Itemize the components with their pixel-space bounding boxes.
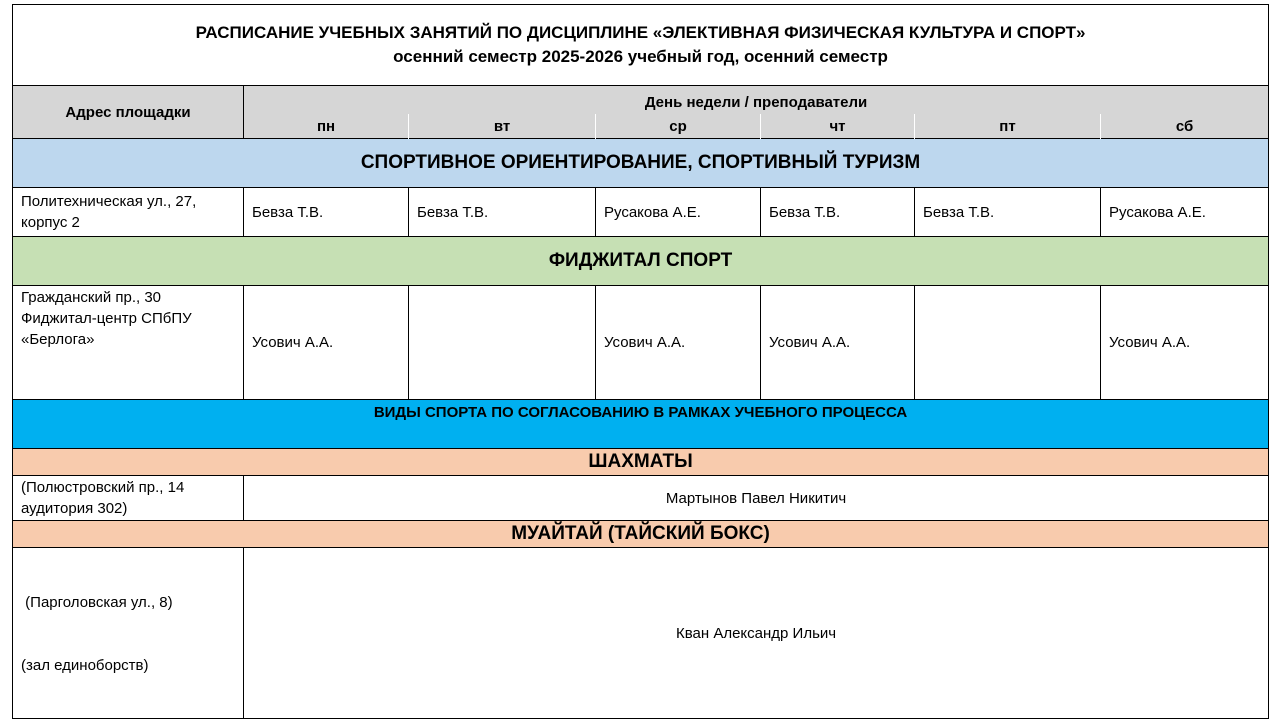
orienteering-thu: Бевза Т.В. — [761, 188, 915, 237]
phygital-fri — [915, 286, 1101, 400]
header-week-group: День недели / преподаватели — [244, 86, 1269, 115]
header-day-wed: ср — [596, 114, 761, 139]
muaythai-address-line-1: (Парголовская ул., 8) — [21, 594, 173, 611]
phygital-sat: Усович А.А. — [1101, 286, 1269, 400]
orienteering-address-line-1: Политехническая ул., 27, — [21, 193, 197, 210]
orienteering-address-line-2: корпус 2 — [21, 214, 80, 231]
header-address: Адрес площадки — [13, 86, 244, 139]
schedule-sheet — [12, 4, 1268, 719]
chess-address-line-2: аудитория 302) — [21, 500, 128, 517]
orienteering-fri: Бевза Т.В. — [915, 188, 1101, 237]
phygital-address-line-3: «Берлога» — [21, 331, 95, 348]
title-line-1: РАСПИСАНИЕ УЧЕБНЫХ ЗАНЯТИЙ ПО ДИСЦИПЛИНЕ «ЭЛЕКТИВНАЯ ФИЗИЧЕСКАЯ КУЛЬТУРА И СПОРТ» — [195, 23, 1086, 42]
page-title — [13, 5, 1269, 86]
phygital-tue — [409, 286, 596, 400]
phygital-mon: Усович А.А. — [244, 286, 409, 400]
section-phygital-title: ФИДЖИТАЛ СПОРТ — [13, 237, 1269, 286]
phygital-thu: Усович А.А. — [761, 286, 915, 400]
orienteering-wed: Русакова А.Е. — [596, 188, 761, 237]
section-orienteering-title: СПОРТИВНОЕ ОРИЕНТИРОВАНИЕ, СПОРТИВНЫЙ ТУРИЗМ — [13, 139, 1269, 188]
header-day-fri: пт — [915, 114, 1101, 139]
muaythai-address-line-2: (зал единоборств) — [21, 657, 149, 674]
phygital-address — [13, 286, 244, 400]
header-day-tue: вт — [409, 114, 596, 139]
chess-address — [13, 476, 244, 521]
orienteering-address — [13, 188, 244, 237]
section-agreed-title: ВИДЫ СПОРТА ПО СОГЛАСОВАНИЮ В РАМКАХ УЧЕБНОГО ПРОЦЕССА — [13, 400, 1269, 449]
phygital-address-line-2: Фиджитал-центр СПбПУ — [21, 310, 192, 327]
header-day-thu: чт — [761, 114, 915, 139]
title-line-2: осенний семестр 2025-2026 учебный год, осенний семестр — [393, 47, 888, 66]
section-chess-title: ШАХМАТЫ — [13, 449, 1269, 476]
chess-address-line-1: (Полюстровский пр., 14 — [21, 479, 185, 496]
muaythai-address — [13, 548, 244, 719]
header-day-mon: пн — [244, 114, 409, 139]
header-day-sat: сб — [1101, 114, 1269, 139]
phygital-address-line-1: Гражданский пр., 30 — [21, 289, 162, 306]
orienteering-sat: Русакова А.Е. — [1101, 188, 1269, 237]
orienteering-mon: Бевза Т.В. — [244, 188, 409, 237]
section-muaythai-title: МУАЙТАЙ (ТАЙСКИЙ БОКС) — [13, 521, 1269, 548]
muaythai-teacher: Кван Александр Ильич — [244, 548, 1269, 719]
phygital-wed: Усович А.А. — [596, 286, 761, 400]
orienteering-tue: Бевза Т.В. — [409, 188, 596, 237]
schedule-table — [12, 4, 1269, 719]
chess-teacher: Мартынов Павел Никитич — [244, 476, 1269, 521]
